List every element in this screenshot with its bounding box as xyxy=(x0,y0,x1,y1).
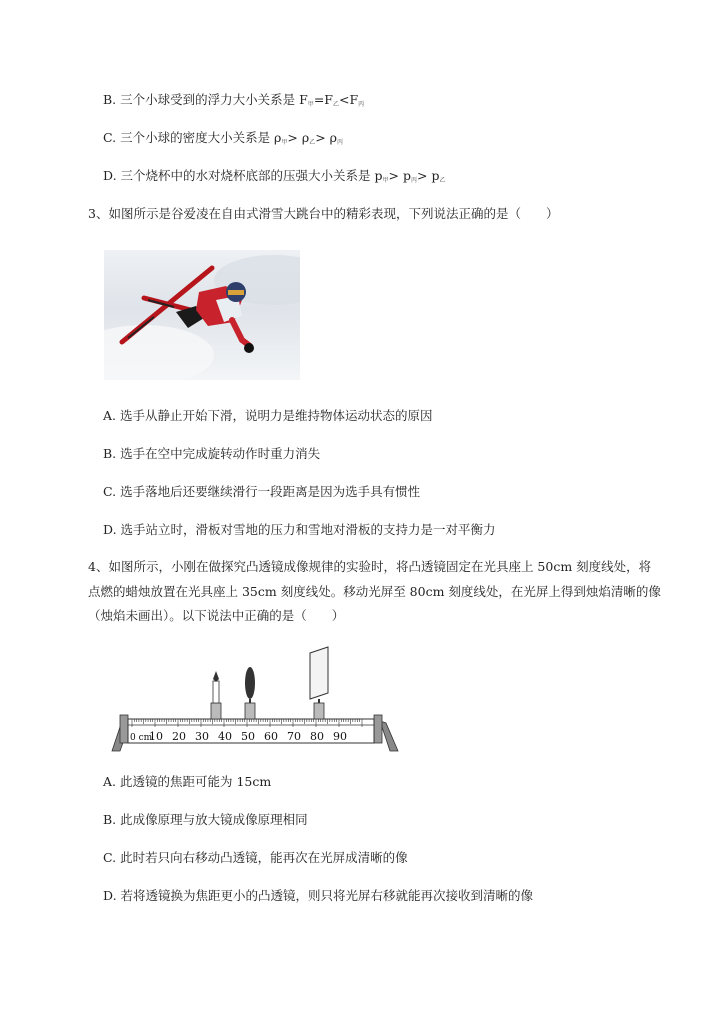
q4-option-a: A. 此透镜的焦距可能为 15cm xyxy=(103,774,272,789)
ruler-tick-label: 90 xyxy=(333,730,347,743)
q4-option-d: D. 若将透镜换为焦距更小的凸透镜，则只将光屏右移就能再次接收到清晰的像 xyxy=(103,888,534,903)
ruler-tick-label: 10 xyxy=(149,730,163,743)
q4-option-c: C. 此时若只向右移动凸透镜，能再次在光屏成清晰的像 xyxy=(103,850,408,865)
q4-option-b: B. 此成像原理与放大镜成像原理相同 xyxy=(103,812,308,827)
option-d-prev: D. 三个烧杯中的水对烧杯底部的压强大小关系是 $p_甲> p_丙> p_乙$ xyxy=(103,168,446,184)
q3-option-a: A. 选手从静止开始下滑，说明力是维持物体运动状态的原因 xyxy=(103,408,433,423)
optical-bench-diagram xyxy=(108,643,408,758)
q3-option-c: C. 选手落地后还要继续滑行一段距离是因为选手具有惯性 xyxy=(103,484,421,499)
question-4-stem-line-3: （烛焰未画出）。以下说法中正确的是（ ） xyxy=(88,608,345,623)
q3-option-b: B. 选手在空中完成旋转动作时重力消失 xyxy=(103,446,321,461)
optical-bench-svg xyxy=(108,643,408,758)
skier-photo xyxy=(104,250,300,380)
option-c-prev: C. 三个小球的密度大小关系是 $\rho_甲> \rho_乙> \rho_丙$ xyxy=(103,130,344,146)
question-4-stem-line-1: 4、如图所示，小刚在做探究凸透镜成像规律的实验时，将凸透镜固定在光具座上 50cm 刻度线处，将 xyxy=(88,559,652,574)
ruler-tick-label: 20 xyxy=(172,730,186,743)
ruler-tick-label: 80 xyxy=(310,730,324,743)
ruler-start-label: 0 cm xyxy=(130,733,153,743)
q3-option-d: D. 选手站立时，滑板对雪地的压力和雪地对滑板的支持力是一对平衡力 xyxy=(103,522,496,537)
option-b-prev: B. 三个小球受到的浮力大小关系是 $F_甲=F_乙<F_丙$ xyxy=(103,92,365,108)
ruler-tick-label: 30 xyxy=(195,730,209,743)
question-3-stem: 3、如图所示是谷爱凌在自由式滑雪大跳台中的精彩表现，下列说法正确的是（ ） xyxy=(88,206,559,221)
question-4-stem-line-2: 点燃的蜡烛放置在光具座上 35cm 刻度线处。移动光屏至 80cm 刻度线处，在光屏上得到烛焰清晰的像 xyxy=(88,584,661,599)
ruler-tick-label: 40 xyxy=(218,730,232,743)
ruler-tick-label: 60 xyxy=(264,730,278,743)
ruler-tick-label: 70 xyxy=(287,730,301,743)
skier-illustration xyxy=(104,250,300,380)
ruler-tick-label: 50 xyxy=(241,730,255,743)
